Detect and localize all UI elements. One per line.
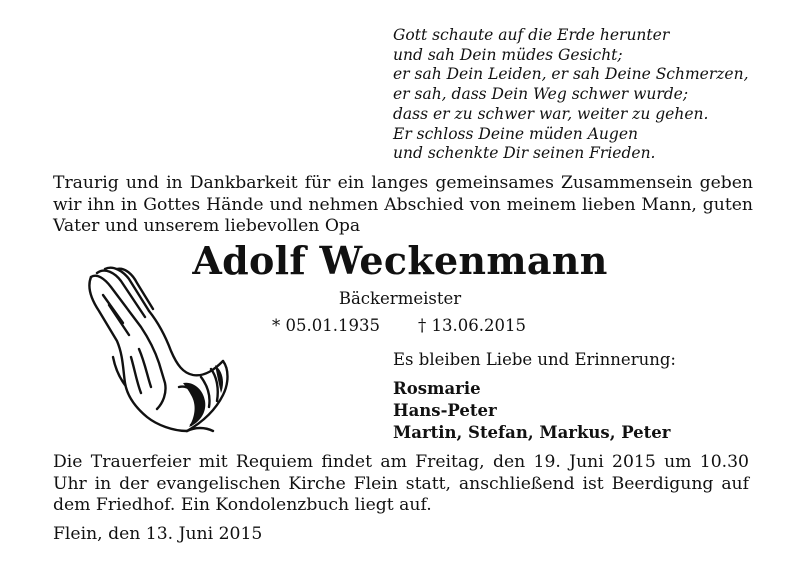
profession: Bäckermeister <box>338 289 462 308</box>
family-member: Hans-Peter <box>393 401 497 420</box>
dateline: Flein, den 13. Juni 2015 <box>53 524 263 544</box>
poem-line: er sah Dein Leiden, er sah Deine Schmerzen, <box>393 65 749 84</box>
intro-text: Traurig und in Dankbarkeit für ein langes gemeinsames Zusammensein geben wir ihn in Gottes Hände und nehmen Abschied von meinem lieben Mann, guten Vater und unserem liebevollen Opa <box>53 173 753 236</box>
poem-line: Er schloss Deine müden Augen <box>393 124 638 143</box>
poem-line: und sah Dein müdes Gesicht; <box>393 45 623 64</box>
family-member: Martin, Stefan, Markus, Peter <box>393 423 671 442</box>
family-list <box>393 378 670 444</box>
poem-line: Gott schaute auf die Erde herunter <box>393 26 670 44</box>
poem-line: er sah, dass Dein Weg schwer wurde; <box>393 85 689 104</box>
family-member: Rosmarie <box>393 379 481 398</box>
birth-date: * 05.01.1935 <box>272 316 380 335</box>
death-date: † 13.06.2015 <box>418 316 526 335</box>
deceased-name: Adolf Weckenmann <box>192 238 608 283</box>
poem-line: dass er zu schwer war, weiter zu gehen. <box>393 104 709 123</box>
praying-hands-icon <box>83 265 233 435</box>
poem <box>393 26 749 164</box>
poem-line: und schenkte Dir seinen Frieden. <box>393 144 656 163</box>
service-details: Die Trauerfeier mit Requiem findet am Freitag, den 19. Juni 2015 um 10.30 Uhr in der evangelischen Kirche Flein statt, anschließend ist Beerdigung auf dem Friedhof. Ein Kondolenzbuch liegt auf. <box>53 452 749 515</box>
remembrance-text: Es bleiben Liebe und Erinnerung: <box>393 350 676 369</box>
